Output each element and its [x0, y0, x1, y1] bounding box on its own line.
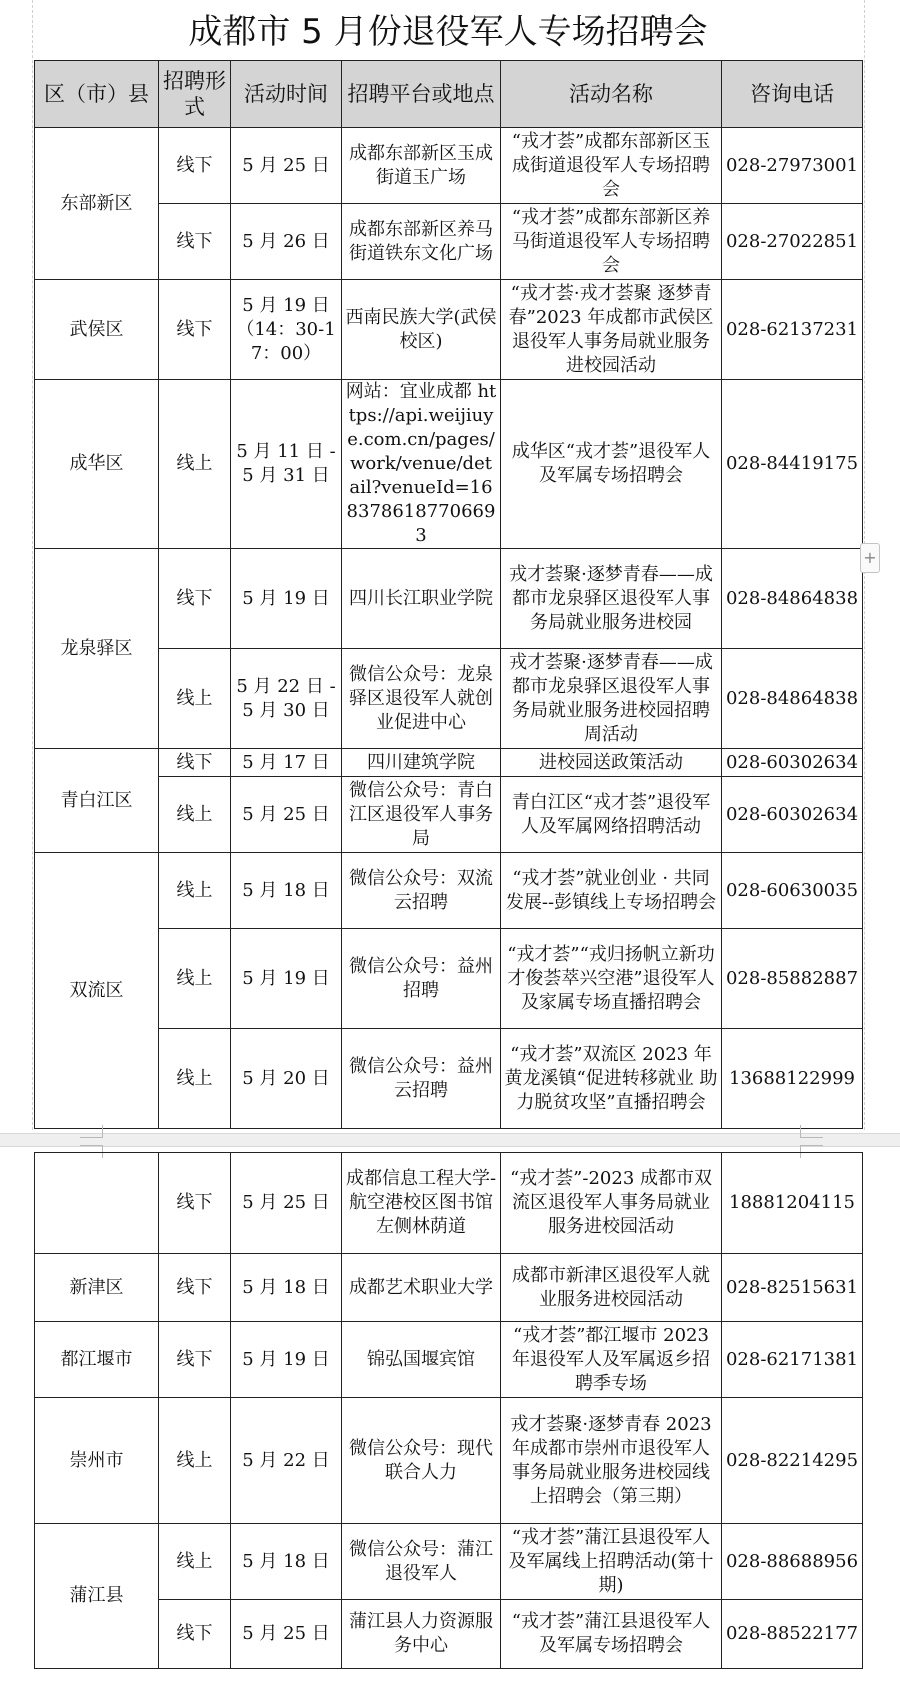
district-cell: 崇州市: [35, 1398, 159, 1524]
margin-corner-mark: [800, 1125, 823, 1138]
time-cell: 5 月 25 日: [231, 777, 342, 853]
form-cell: 线上: [159, 380, 231, 549]
table-row: [35, 1322, 863, 1398]
event-name-cell: 成华区“戎才荟”退役军人及军属专场招聘会: [501, 380, 722, 549]
event-name-cell: 戎才荟聚·逐梦青春——成都市龙泉驿区退役军人事务局就业服务进校园: [501, 549, 722, 649]
table-row: [35, 1398, 863, 1524]
header-form: 招聘形式: [159, 61, 231, 128]
venue-cell: 网站：宜业成都 https://api.weijiuye.com.cn/pages/work/venue/detail?venueId=1683786187706693: [342, 380, 501, 549]
table-row: [35, 380, 863, 549]
phone-cell: 028-62171381: [722, 1322, 863, 1398]
time-cell: 5 月 25 日: [231, 1153, 342, 1254]
venue-cell: 成都艺术职业大学: [342, 1254, 501, 1322]
time-cell: 5 月 22 日 -5 月 30 日: [231, 649, 342, 749]
event-name-cell: “戎才荟”就业创业 · 共同发展--彭镇线上专场招聘会: [501, 853, 722, 929]
event-name-cell: 戎才荟聚·逐梦青春 2023 年成都市崇州市退役军人事务局就业服务进校园线上招聘会（第三期）: [501, 1398, 722, 1524]
form-cell: 线上: [159, 929, 231, 1029]
time-cell: 5 月 19 日: [231, 929, 342, 1029]
district-cell: 新津区: [35, 1254, 159, 1322]
phone-cell: 028-88522177: [722, 1600, 863, 1669]
table-row: [35, 1600, 863, 1669]
table-row: [35, 1254, 863, 1322]
header-time: 活动时间: [231, 61, 342, 128]
event-name-cell: 青白江区“戎才荟”退役军人及军属网络招聘活动: [501, 777, 722, 853]
event-name-cell: “戎才荟”-2023 成都市双流区退役军人事务局就业服务进校园活动: [501, 1153, 722, 1254]
phone-cell: 028-27022851: [722, 204, 863, 280]
time-cell: 5 月 26 日: [231, 204, 342, 280]
district-cell: 蒲江县: [35, 1524, 159, 1669]
venue-cell: 微信公众号：蒲江退役军人: [342, 1524, 501, 1600]
recruitment-table-page-2: [34, 1152, 863, 1669]
form-cell: 线上: [159, 1029, 231, 1129]
form-cell: 线上: [159, 777, 231, 853]
form-cell: 线下: [159, 1153, 231, 1254]
phone-cell: 028-84864838: [722, 649, 863, 749]
time-cell: 5 月 20 日: [231, 1029, 342, 1129]
time-cell: 5 月 18 日: [231, 1254, 342, 1322]
venue-cell: 成都东部新区玉成街道玉广场: [342, 128, 501, 204]
header-district: 区（市）县: [35, 61, 159, 128]
time-cell: 5 月 17 日: [231, 749, 342, 777]
page-break: [0, 1133, 900, 1147]
time-cell: 5 月 22 日: [231, 1398, 342, 1524]
venue-cell: 微信公众号：益州云招聘: [342, 1029, 501, 1129]
time-cell: 5 月 19 日: [231, 549, 342, 649]
form-cell: 线下: [159, 1600, 231, 1669]
form-cell: 线上: [159, 1398, 231, 1524]
district-cell: 成华区: [35, 380, 159, 549]
venue-cell: 西南民族大学(武侯校区): [342, 280, 501, 380]
phone-cell: 028-62137231: [722, 280, 863, 380]
district-cell: 青白江区: [35, 749, 159, 853]
phone-cell: 028-85882887: [722, 929, 863, 1029]
page-title: 成都市 5 月份退役军人专场招聘会: [188, 12, 708, 52]
event-name-cell: 进校园送政策活动: [501, 749, 722, 777]
venue-cell: 微信公众号：益州招聘: [342, 929, 501, 1029]
phone-cell: 028-82214295: [722, 1398, 863, 1524]
phone-cell: 028-84419175: [722, 380, 863, 549]
venue-cell: 成都东部新区养马街道铁东文化广场: [342, 204, 501, 280]
phone-cell: 028-27973001: [722, 128, 863, 204]
table-row: [35, 777, 863, 853]
event-name-cell: 成都市新津区退役军人就业服务进校园活动: [501, 1254, 722, 1322]
phone-cell: 18881204115: [722, 1153, 863, 1254]
form-cell: 线下: [159, 1322, 231, 1398]
venue-cell: 成都信息工程大学-航空港校区图书馆左侧林荫道: [342, 1153, 501, 1254]
district-cell: 武侯区: [35, 280, 159, 380]
event-name-cell: “戎才荟·戎才荟聚 逐梦青春”2023 年成都市武侯区退役军人事务局就业服务进校园活动: [501, 280, 722, 380]
table-row: [35, 929, 863, 1029]
venue-cell: 微信公众号：龙泉驿区退役军人就创业促进中心: [342, 649, 501, 749]
time-cell: 5 月 25 日: [231, 1600, 342, 1669]
form-cell: 线下: [159, 549, 231, 649]
form-cell: 线上: [159, 649, 231, 749]
venue-cell: 蒲江县人力资源服务中心: [342, 1600, 501, 1669]
phone-cell: 028-60302634: [722, 749, 863, 777]
phone-cell: 028-82515631: [722, 1254, 863, 1322]
time-cell: 5 月 25 日: [231, 128, 342, 204]
event-name-cell: “戎才荟”“戎归扬帆立新功 才俊荟萃兴空港”退役军人及家属专场直播招聘会: [501, 929, 722, 1029]
header-phone: 咨询电话: [722, 61, 863, 128]
form-cell: 线下: [159, 1254, 231, 1322]
time-cell: 5 月 19 日（14：30-17：00）: [231, 280, 342, 380]
phone-cell: 028-60630035: [722, 853, 863, 929]
form-cell: 线下: [159, 280, 231, 380]
venue-cell: 锦弘国堰宾馆: [342, 1322, 501, 1398]
venue-cell: 微信公众号：双流云招聘: [342, 853, 501, 929]
event-name-cell: “戎才荟”双流区 2023 年黄龙溪镇“促进转移就业 助力脱贫攻坚”直播招聘会: [501, 1029, 722, 1129]
margin-corner-mark: [80, 1125, 103, 1138]
recruitment-table-page-1: [34, 60, 863, 1129]
table-row: [35, 749, 863, 777]
venue-cell: 四川长江职业学院: [342, 549, 501, 649]
event-name-cell: “戎才荟”成都东部新区玉成街道退役军人专场招聘会: [501, 128, 722, 204]
table-row: [35, 549, 863, 649]
district-cell: 龙泉驿区: [35, 549, 159, 749]
form-cell: 线下: [159, 128, 231, 204]
district-cell: 都江堰市: [35, 1322, 159, 1398]
time-cell: 5 月 11 日 -5 月 31 日: [231, 380, 342, 549]
time-cell: 5 月 18 日: [231, 853, 342, 929]
table-row: [35, 204, 863, 280]
event-name-cell: “戎才荟”蒲江县退役军人及军属专场招聘会: [501, 1600, 722, 1669]
header-venue: 招聘平台或地点: [342, 61, 501, 128]
time-cell: 5 月 18 日: [231, 1524, 342, 1600]
table-add-handle[interactable]: +: [860, 543, 880, 573]
table-row: [35, 1153, 863, 1254]
header-name: 活动名称: [501, 61, 722, 128]
venue-cell: 四川建筑学院: [342, 749, 501, 777]
event-name-cell: “戎才荟”成都东部新区养马街道退役军人专场招聘会: [501, 204, 722, 280]
district-cell: 东部新区: [35, 128, 159, 280]
table-row: [35, 853, 863, 929]
form-cell: 线上: [159, 1524, 231, 1600]
event-name-cell: 戎才荟聚·逐梦青春——成都市龙泉驿区退役军人事务局就业服务进校园招聘周活动: [501, 649, 722, 749]
district-cell-continued: [35, 1153, 159, 1254]
venue-cell: 微信公众号：现代联合人力: [342, 1398, 501, 1524]
table-row: [35, 280, 863, 380]
event-name-cell: “戎才荟”蒲江县退役军人及军属线上招聘活动(第十期): [501, 1524, 722, 1600]
phone-cell: 028-88688956: [722, 1524, 863, 1600]
phone-cell: 028-60302634: [722, 777, 863, 853]
table-row: [35, 1029, 863, 1129]
table-row: [35, 649, 863, 749]
phone-cell: 13688122999: [722, 1029, 863, 1129]
venue-cell: 微信公众号：青白江区退役军人事务局: [342, 777, 501, 853]
table-row: [35, 128, 863, 204]
page-guide-left: [32, 0, 33, 1130]
district-cell: 双流区: [35, 853, 159, 1129]
event-name-cell: “戎才荟”都江堰市 2023 年退役军人及军属返乡招聘季专场: [501, 1322, 722, 1398]
form-cell: 线上: [159, 853, 231, 929]
table-header-row: [35, 61, 863, 128]
phone-cell: 028-84864838: [722, 549, 863, 649]
form-cell: 线下: [159, 204, 231, 280]
time-cell: 5 月 19 日: [231, 1322, 342, 1398]
form-cell: 线下: [159, 749, 231, 777]
table-row: [35, 1524, 863, 1600]
